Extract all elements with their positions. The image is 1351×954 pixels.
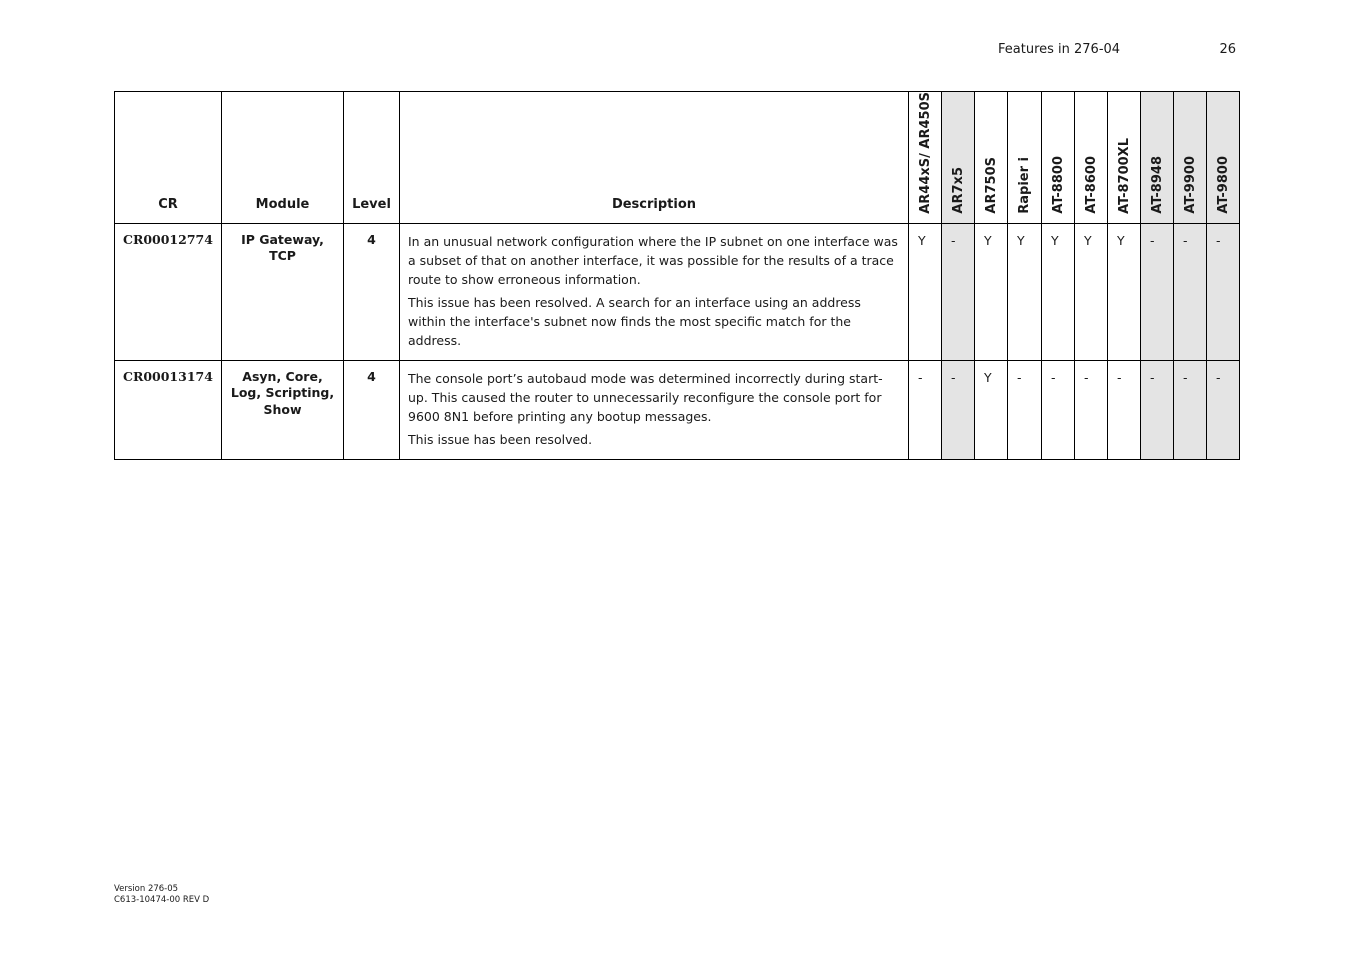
description-paragraph: This issue has been resolved. (408, 431, 593, 447)
header-product (1075, 92, 1108, 224)
support-cell: - (1075, 360, 1108, 459)
support-cell: - (1141, 360, 1174, 459)
product-label: AT-8800 (1050, 156, 1066, 214)
description-paragraph: This issue has been resolved. A search for an interface using an address within the interface's subnet now finds the most specific match for the address. (408, 294, 861, 348)
description-cell (400, 360, 909, 459)
product-label: AT-8700XL (1116, 137, 1132, 214)
support-cell: - (1207, 360, 1240, 459)
product-label: AR7x5 (950, 167, 966, 214)
support-cell: Y (1108, 223, 1141, 360)
support-cell: - (1174, 360, 1207, 459)
support-cell: Y (975, 360, 1008, 459)
support-cell: - (942, 360, 975, 459)
cr-id: CR00012774 (115, 223, 222, 360)
header-product (1008, 92, 1042, 224)
support-cell: Y (975, 223, 1008, 360)
product-label: AT-9900 (1182, 156, 1198, 214)
support-cell: - (1108, 360, 1141, 459)
header-product (1207, 92, 1240, 224)
header-product (1042, 92, 1075, 224)
header-product (1174, 92, 1207, 224)
support-cell: Y (1008, 223, 1042, 360)
header-product (1108, 92, 1141, 224)
product-label: Rapier i (1017, 157, 1032, 214)
change-request-table (114, 91, 1240, 460)
table-row (115, 360, 1240, 459)
header-module: Module (222, 92, 344, 224)
product-label: AR750S (983, 157, 999, 214)
header-cr: CR (115, 92, 222, 224)
header-product (942, 92, 975, 224)
document-id: C613-10474-00 REV D (114, 895, 210, 906)
table-row (115, 223, 1240, 360)
support-cell: Y (909, 223, 942, 360)
support-cell: Y (1075, 223, 1108, 360)
header-row (115, 92, 1240, 224)
section-title: Features in 276-04 (998, 42, 1121, 57)
level-cell: 4 (344, 360, 400, 459)
version-text: Version 276-05 (114, 884, 179, 894)
support-cell: - (1042, 360, 1075, 459)
page-number: 26 (1219, 42, 1236, 57)
support-cell: - (1141, 223, 1174, 360)
support-cell: - (909, 360, 942, 459)
header-product (975, 92, 1008, 224)
support-cell: - (942, 223, 975, 360)
support-cell: - (1008, 360, 1042, 459)
description-cell (400, 223, 909, 360)
header-level: Level (344, 92, 400, 224)
level-cell: 4 (344, 223, 400, 360)
cr-id: CR00013174 (115, 360, 222, 459)
support-cell: Y (1042, 223, 1075, 360)
description-paragraph: In an unusual network configuration where the IP subnet on one interface was a subset of that on another interface, it was possible for the results of a trace route to show erroneous information. (408, 233, 898, 287)
support-cell: - (1174, 223, 1207, 360)
support-cell: - (1207, 223, 1240, 360)
product-label: AR44xS/ AR450S (917, 92, 933, 214)
header-product (1141, 92, 1174, 224)
page-header (0, 42, 1351, 60)
product-label: AT-8948 (1149, 156, 1165, 214)
description-paragraph: The console port’s autobaud mode was determined incorrectly during start-up. This caused the router to unnecessarily reconfigure the console port for 9600 8N1 before printing any bootup messages. (408, 370, 883, 424)
product-label: AT-8600 (1083, 156, 1099, 214)
header-product (909, 92, 942, 224)
header-description: Description (400, 92, 909, 224)
module-cell: IP Gateway, TCP (222, 223, 344, 360)
product-label: AT-9800 (1215, 156, 1231, 214)
page-footer (114, 884, 209, 906)
module-cell: Asyn, Core, Log, Scripting, Show (222, 360, 344, 459)
